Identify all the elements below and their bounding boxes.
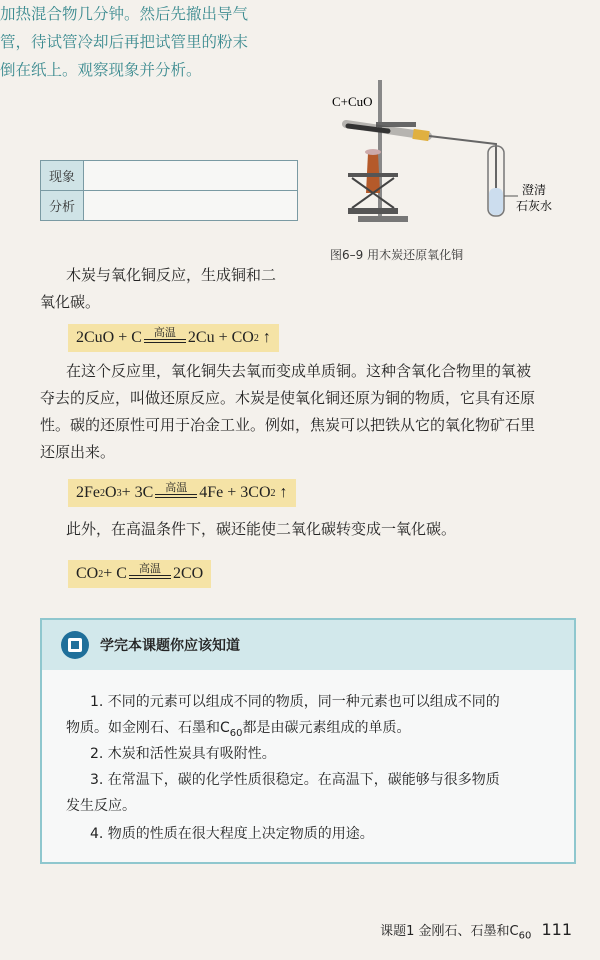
table-cell bbox=[84, 161, 298, 191]
text-line: 性。碳的还原性可用于冶金工业。例如，焦炭可以把铁从它的氧化物矿石里 bbox=[40, 416, 536, 434]
equation-1: 2CuO + C 高温 2Cu + CO 2 ↑ bbox=[68, 324, 279, 352]
reaction-condition: 高温 bbox=[155, 482, 197, 498]
page-footer: 课题1 金刚石、石墨和$C_{60}$ 111 bbox=[380, 920, 572, 942]
text-line: 夺去的反应，叫做还原反应。木炭是使氧化铜还原为铜的物质，它具有还原 bbox=[40, 389, 536, 407]
equation-2: 2Fe 2 O 3 + 3C 高温 4Fe + 3CO 2 ↑ bbox=[68, 479, 296, 507]
page-number: 111 bbox=[541, 920, 572, 939]
apparatus-figure bbox=[318, 78, 578, 238]
summary-item-2: 2. 木炭和活性炭具有吸附性。 bbox=[90, 746, 276, 762]
limewater-label-1: 澄清 bbox=[522, 183, 547, 197]
book-icon bbox=[60, 630, 90, 660]
summary-item-1-cont: 物质。如金刚石、石墨和$C_{60}$都是由碳元素组成的单质。 bbox=[66, 720, 411, 739]
handwritten-line: 倒在纸上。观察现象并分析。 bbox=[0, 61, 202, 79]
summary-item-3: 3. 在常温下，碳的化学性质很稳定。在高温下，碳能够与很多物质 bbox=[90, 772, 500, 788]
reaction-condition: 高温 bbox=[129, 563, 171, 579]
text-line: 此外，在高温条件下，碳还能使二氧化碳转变成一氧化碳。 bbox=[66, 520, 457, 538]
paragraph bbox=[66, 262, 276, 289]
reactant-label: C+CuO bbox=[332, 94, 373, 109]
handwritten-line: 管，待试管冷却后再把试管里的粉末 bbox=[0, 33, 249, 51]
reaction-condition: 高温 bbox=[144, 327, 186, 343]
table-header-phenomenon: 现象 bbox=[41, 161, 84, 191]
text-line: 木炭与氧化铜反应，生成铜和二 bbox=[66, 266, 277, 284]
eq-right: 2Cu + CO bbox=[187, 329, 254, 346]
table-header-analysis: 分析 bbox=[41, 191, 84, 221]
text-line: 还原出来。 bbox=[40, 443, 116, 461]
observation-table bbox=[40, 160, 298, 221]
summary-item-3-cont: 发生反应。 bbox=[66, 798, 136, 814]
limewater-label-2: 石灰水 bbox=[516, 199, 553, 213]
summary-item-4: 4. 物质的性质在很大程度上决定物质的用途。 bbox=[90, 826, 374, 842]
summary-title: 学完本课题你应该知道 bbox=[100, 638, 240, 654]
equation-3: CO 2 + C 高温 2CO bbox=[68, 560, 211, 588]
text-line: 氧化碳。 bbox=[40, 293, 101, 311]
figure-caption: 图6–9 用木炭还原氧化铜 bbox=[330, 248, 464, 262]
eq-left: 2CuO + C bbox=[76, 329, 142, 346]
gas-arrow: ↑ bbox=[262, 329, 271, 346]
summary-item-1: 1. 不同的元素可以组成不同的物质，同一种元素也可以组成不同的 bbox=[90, 694, 500, 710]
handwritten-line: 加热混合物几分钟。然后先撤出导气 bbox=[0, 5, 249, 23]
gas-arrow: ↑ bbox=[279, 484, 288, 501]
text-line: 在这个反应里，氧化铜失去氧而变成单质铜。这种含氧化合物里的氧被 bbox=[66, 362, 532, 380]
handwritten-instructions bbox=[0, 0, 270, 84]
chapter-label: 课题1 金刚石、石墨和C bbox=[380, 924, 519, 939]
table-cell bbox=[84, 191, 298, 221]
paragraph bbox=[40, 358, 580, 466]
